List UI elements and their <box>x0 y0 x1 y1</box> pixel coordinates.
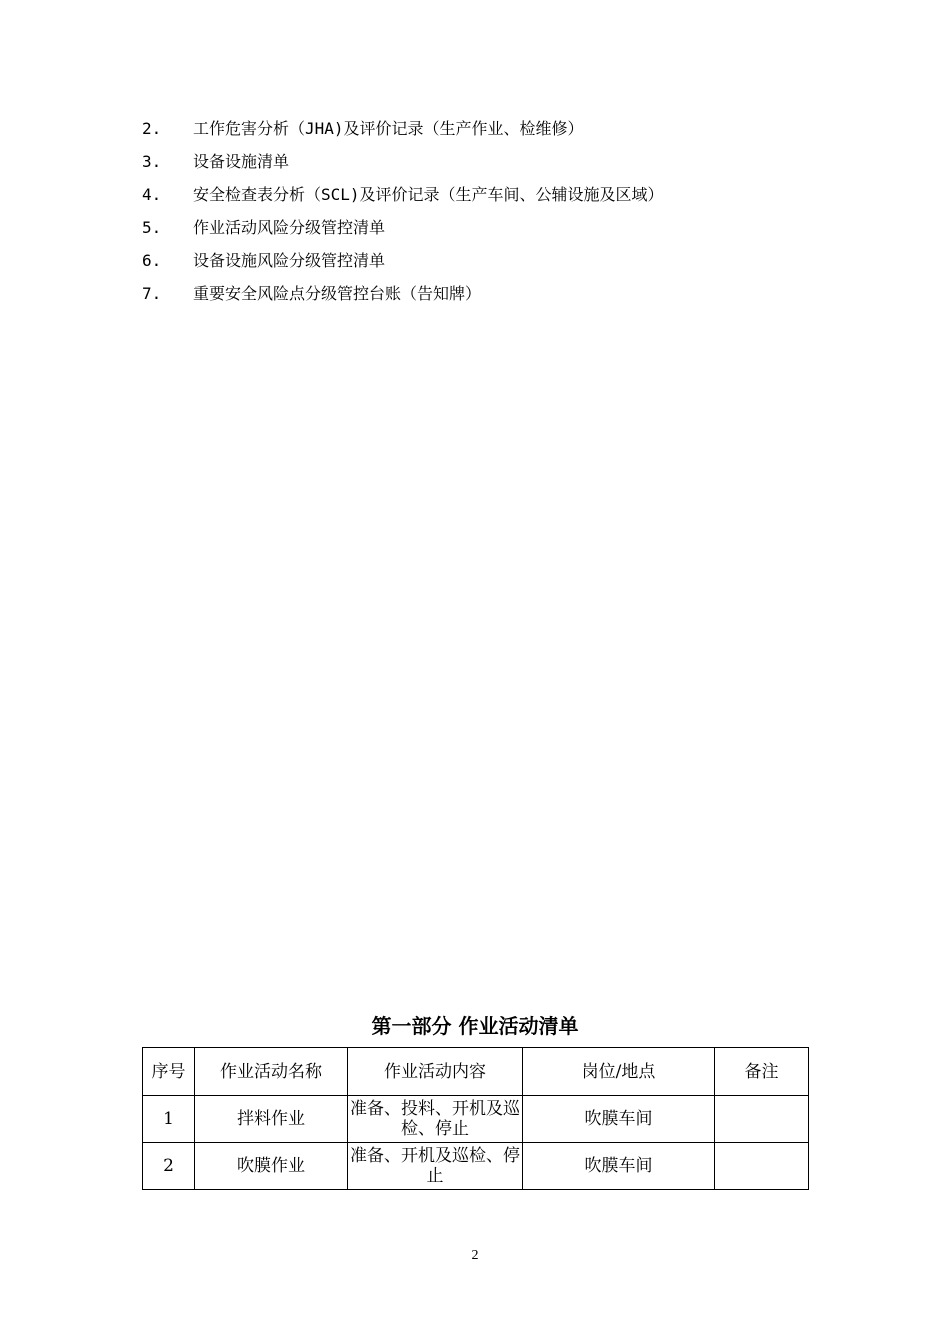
header-activity-content: 作业活动内容 <box>348 1048 523 1096</box>
list-item <box>142 145 664 178</box>
cell-activity-content: 准备、开机及巡检、停止 <box>348 1143 523 1190</box>
cell-post-location: 吹膜车间 <box>523 1143 715 1190</box>
page-number: 2 <box>471 1248 479 1263</box>
table-header-row <box>143 1048 809 1096</box>
list-item-number: 5. <box>142 218 162 237</box>
list-item-text: 重要安全风险点分级管控台账（告知牌） <box>193 284 482 303</box>
cell-remarks <box>715 1096 809 1143</box>
list-item-number: 3. <box>142 152 162 171</box>
list-item <box>142 211 664 244</box>
list-item <box>142 178 664 211</box>
section-title: 第一部分 作业活动清单 <box>371 1014 579 1038</box>
list-item-number: 4. <box>142 185 162 204</box>
header-remarks: 备注 <box>715 1048 809 1096</box>
list-item <box>142 277 664 310</box>
cell-activity-content: 准备、投料、开机及巡检、停止 <box>348 1096 523 1143</box>
header-activity-name: 作业活动名称 <box>195 1048 348 1096</box>
list-item-text: 工作危害分析（JHA)及评价记录（生产作业、检维修） <box>193 119 584 138</box>
list-item-text: 安全检查表分析（SCL)及评价记录（生产车间、公辅设施及区域） <box>193 185 664 204</box>
list-item <box>142 112 664 145</box>
header-seq-no: 序号 <box>143 1048 195 1096</box>
list-item-text: 设备设施风险分级管控清单 <box>193 251 386 270</box>
list-item-number: 2. <box>142 119 162 138</box>
table-row <box>143 1096 809 1143</box>
cell-post-location: 吹膜车间 <box>523 1096 715 1143</box>
cell-seq-no: 2 <box>143 1143 195 1190</box>
cell-activity-name: 吹膜作业 <box>195 1143 348 1190</box>
activity-table <box>142 1047 809 1190</box>
header-post-location: 岗位/地点 <box>523 1048 715 1096</box>
list-item-text: 设备设施清单 <box>193 152 290 171</box>
list-item-number: 6. <box>142 251 162 270</box>
list-item-text: 作业活动风险分级管控清单 <box>193 218 386 237</box>
cell-activity-name: 拌料作业 <box>195 1096 348 1143</box>
list-item <box>142 244 664 277</box>
cell-seq-no: 1 <box>143 1096 195 1143</box>
document-list <box>142 112 664 310</box>
cell-remarks <box>715 1143 809 1190</box>
list-item-number: 7. <box>142 284 162 303</box>
table-row <box>143 1143 809 1190</box>
